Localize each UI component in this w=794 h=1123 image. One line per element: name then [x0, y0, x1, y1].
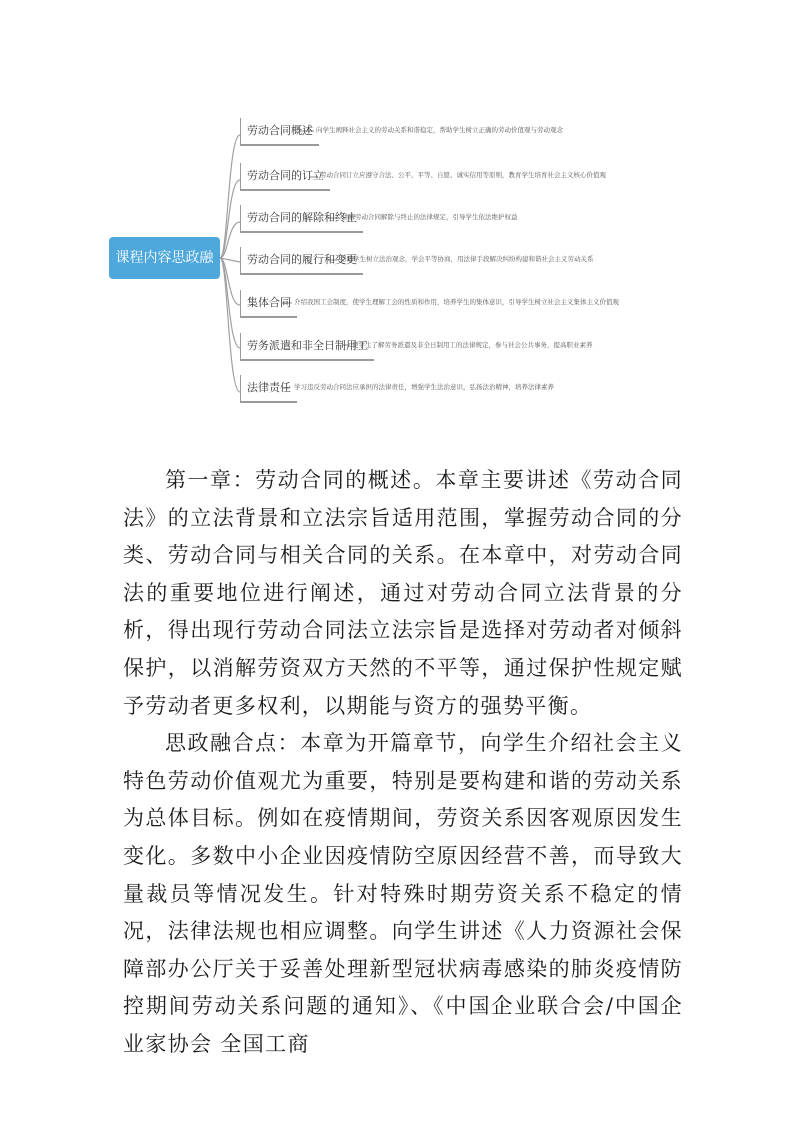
mind-map-connectors: [0, 0, 794, 420]
document-body: [123, 462, 683, 1064]
branch-desc: 帮助学生树立法治观念，学会平等协商，用法律手段解决纠纷构建和谐社会主义劳动关系: [340, 255, 594, 263]
branch-label: 集体合同: [240, 290, 297, 318]
mind-map-root: 课程内容思政融入点: [109, 237, 220, 279]
connector-7: [220, 258, 240, 392]
branch-desc: 学习违反劳动合同法应承担的法律责任，增强学生法治意识，弘扬法治精神，培养法律素养: [294, 383, 554, 391]
connector-6: [220, 258, 240, 348]
branch-label: 劳动合同的履行和变更: [240, 247, 363, 275]
mind-map: [0, 0, 794, 420]
branch-desc: 向学生阐释社会主义的劳动关系和谐稳定，帮助学生树立正确的劳动价值观与劳动观念: [316, 126, 563, 134]
branch-label: 劳动合同概述: [240, 118, 319, 146]
branch-desc: 介绍我国工会制度，使学生理解工会的性质和作用，培养学生的集体意识，引导学生树立社会主义集体主义价值观: [294, 298, 619, 306]
branch-label: 劳务派遣和非全日制用工: [240, 333, 374, 361]
branch-desc: 劳动合同订立应遵守合法、公平、平等、自愿、诚实信用等原则，教育学生培育社会主义核心价值观: [320, 171, 606, 179]
branch-desc: 讲解劳动合同解除与终止的法律规定，引导学生依法维护权益: [342, 213, 518, 221]
connector-2: [220, 180, 240, 258]
paragraph-ideological-integration: 思政融合点：本章为开篇章节，向学生介绍社会主义特色劳动价值观尤为重要，特别是要构建和谐的劳动关系为总体目标。例如在疫情期间，劳资关系因客观原因发生变化。多数中小企业因疫情防空原因经营不善，而导致大量裁员等情况发生。针对特殊时期劳资关系不稳定的情况，法律法规也相应调整。向学生讲述《人力资源社会保障部办公厅关于妥善处理新型冠状病毒感染的肺炎疫情防控期间劳动关系问题的通知》、《中国企业联合会/中国企业家协会 全国工商: [123, 731, 683, 1056]
paragraph-chapter-one: 第一章：劳动合同的概述。本章主要讲述《劳动合同法》的立法背景和立法宗旨适用范围，掌握劳动合同的分类、劳动合同与相关合同的关系。在本章中，对劳动合同法的重要地位进行阐述，通过对劳动合同立法背景的分析，得出现行劳动合同法立法宗旨是选择对劳动者对倾斜保护，以消解劳资双方天然的不平等，通过保护性规定赋予劳动者更多权利，以期能与资方的强势平衡。: [123, 468, 683, 718]
connector-1: [220, 135, 240, 258]
branch-label: 劳动合同的订立: [240, 163, 330, 191]
branch-desc: 使学生了解劳务派遣及非全日制用工的法律规定，参与社会公共事务，提高职业素养: [352, 341, 593, 349]
branch-label: 劳动合同的解除和终止: [240, 205, 363, 233]
branch-label: 法律责任: [240, 375, 297, 403]
